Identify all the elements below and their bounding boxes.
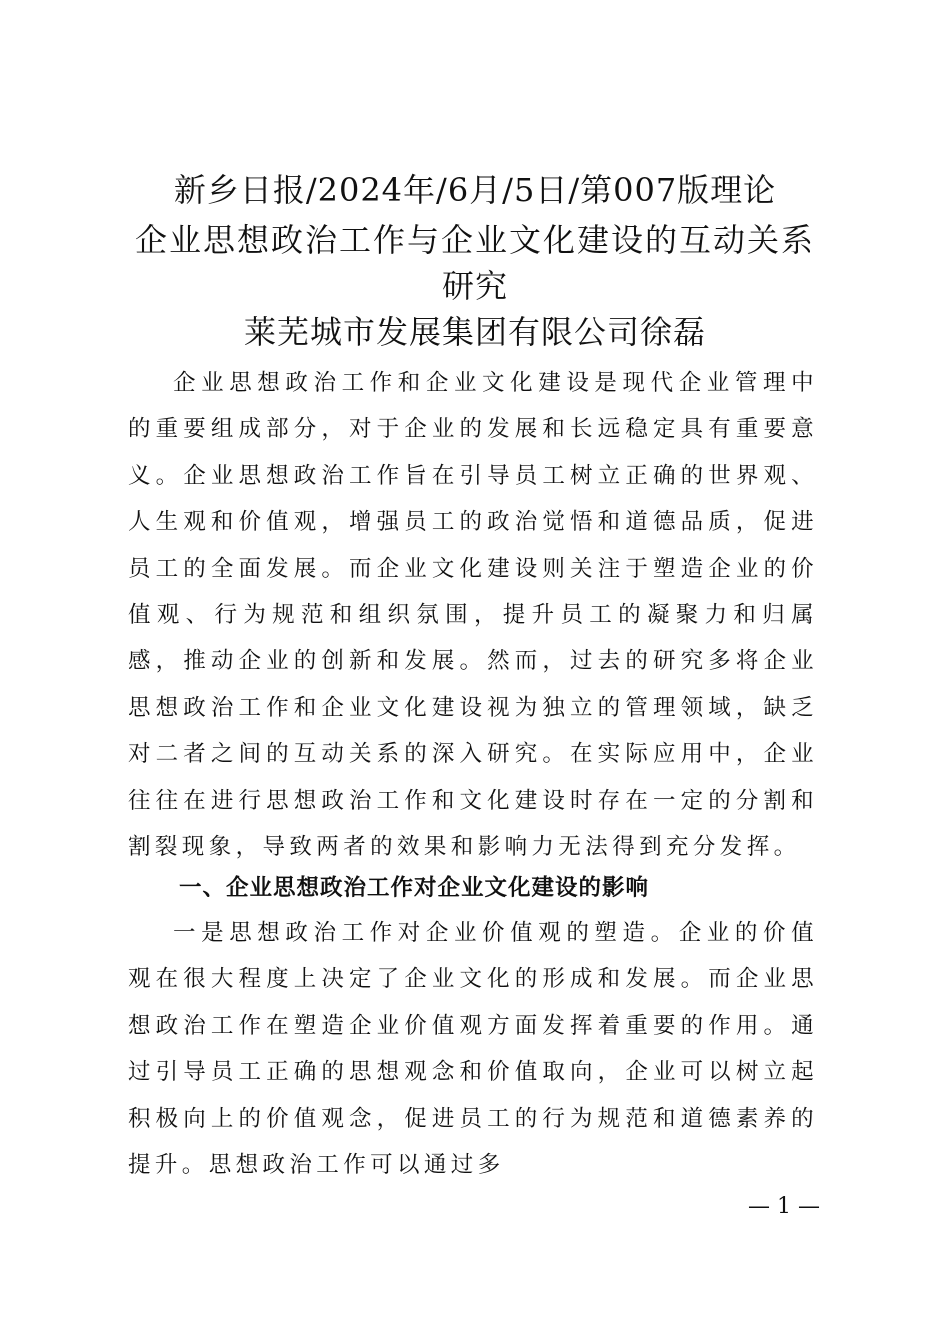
section-paragraph: 一是思想政治工作对企业价值观的塑造。企业的价值观在很大程度上决定了企业文化的形成和发展。而企业思想政治工作在塑造企业价值观方面发挥着重要的作用。通过引导员工正确的思想观念和价值取向，企业可以树立起积极向上的价值观念，促进员工的行为规范和道德素养的提升。思想政治工作可以通过多 [128, 920, 818, 1179]
author-line: 莱芜城市发展集团有限公司徐磊 [243, 313, 706, 351]
article-title-line-2: 研究 [441, 267, 508, 305]
intro-paragraph: 企业思想政治工作和企业文化建设是现代企业管理中的重要组成部分，对于企业的发展和长远稳定具有重要意义。企业思想政治工作旨在引导员工树立正确的世界观、人生观和价值观，增强员工的政治觉悟和道德品质，促进员工的全面发展。而企业文化建设则关注于塑造企业的价值观、行为规范和组织氛围，提升员工的凝聚力和归属感，推动企业的创新和发展。然而，过去的研究多将企业思想政治工作和企业文化建设视为独立的管理领域，缺乏对二者之间的互动关系的深入研究。在实际应用中，企业往往在进行思想政治工作和文化建设时存在一定的分割和割裂现象，导致两者的效果和影响力无法得到充分发挥。 [128, 370, 818, 861]
source-line: 新乡日报/2024年/6月/5日/第007版理论 [173, 171, 777, 209]
section-heading: 一、企业思想政治工作对企业文化建设的影响 [179, 875, 650, 901]
article-title-line-1: 企业思想政治工作与企业文化建设的互动关系 [134, 221, 815, 259]
page-number: — 1 — [748, 1194, 820, 1219]
